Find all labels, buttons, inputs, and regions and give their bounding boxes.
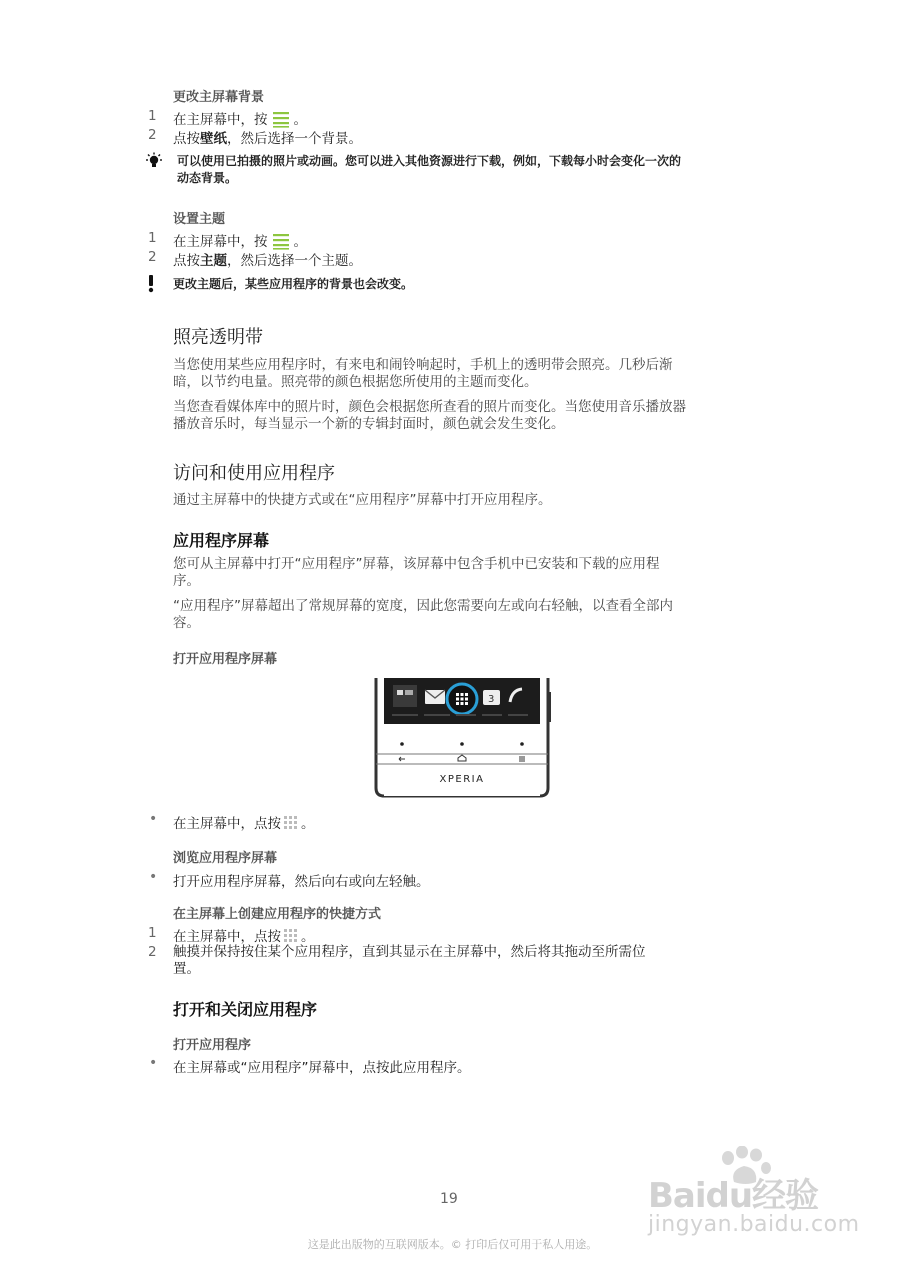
- step-text-line: 触摸并保持按住某个应用程序，直到其显示在主屏幕中，然后将其拖动至所需位: [173, 944, 646, 960]
- procedure-title: 浏览应用程序屏幕: [173, 851, 278, 866]
- bullet-icon: •: [149, 811, 158, 827]
- bullet-text: [173, 812, 315, 832]
- step-text: [173, 230, 307, 250]
- step-number: 2: [148, 127, 157, 143]
- paragraph: 通过主屏幕中的快捷方式或在“应用程序”屏幕中打开应用程序。: [173, 492, 552, 508]
- paragraph: [173, 399, 753, 433]
- menu-icon: [271, 232, 291, 250]
- step-text-part: 在主屏幕中，点按: [173, 929, 281, 945]
- paragraph-line: 当您使用某些应用程序时，有来电和闹铃响起时，手机上的透明带会照亮。几秒后渐: [173, 357, 673, 373]
- paragraph: [173, 357, 753, 391]
- step-text-part: 。: [301, 929, 315, 945]
- application-grid-icon: [284, 816, 298, 830]
- step-text: [173, 944, 646, 978]
- step-text: [173, 249, 362, 269]
- warning-exclamation-icon: [147, 274, 155, 294]
- step-text-part: 。: [293, 112, 307, 128]
- step-text-part: 点按: [173, 253, 200, 269]
- phone-illustration: [370, 676, 554, 800]
- bullet-text-part: 在主屏幕中，点按: [173, 816, 281, 832]
- warning-note: 更改主题后，某些应用程序的背景也会改变。: [173, 277, 414, 291]
- application-grid-icon: [284, 929, 298, 943]
- paragraph-line: 序。: [173, 573, 200, 589]
- step-text-part: ，然后选择一个主题。: [227, 253, 362, 269]
- step-number: 1: [148, 108, 157, 124]
- procedure-title: 更改主屏幕背景: [173, 90, 265, 105]
- bullet-text-part: 。: [301, 816, 315, 832]
- subsection-heading: 应用程序屏幕: [173, 531, 270, 550]
- paragraph: [173, 556, 753, 590]
- step-number: 1: [148, 230, 157, 246]
- step-text: [173, 127, 362, 147]
- phone-brand-label: XPERIA: [439, 774, 485, 785]
- paragraph: [173, 598, 753, 632]
- tip-note: [177, 153, 681, 187]
- step-text-part: 。: [293, 234, 307, 250]
- watermark-brand: Baidu经验: [648, 1176, 819, 1216]
- bullet-text: 打开应用程序屏幕，然后向右或向左轻触。: [173, 874, 430, 890]
- procedure-title: 打开应用程序: [173, 1038, 252, 1053]
- paragraph-line: 容。: [173, 615, 200, 631]
- bullet-text: 在主屏幕或“应用程序”屏幕中，点按此应用程序。: [173, 1060, 471, 1076]
- step-text-part: 点按: [173, 131, 200, 147]
- paragraph-line: 当您查看媒体库中的照片时，颜色会根据您所查看的照片而变化。当您使用音乐播放器: [173, 399, 686, 415]
- bullet-icon: •: [149, 869, 158, 885]
- paragraph-line: 播放音乐时，每当显示一个新的专辑封面时，颜色就会发生变化。: [173, 416, 565, 432]
- section-heading: 照亮透明带: [173, 327, 263, 348]
- step-text: [173, 925, 315, 945]
- paragraph-line: 您可从主屏幕中打开“应用程序”屏幕，该屏幕中包含手机中已安装和下载的应用程: [173, 556, 660, 572]
- tip-line: 动态背景。: [177, 171, 238, 185]
- step-number: 1: [148, 925, 157, 941]
- procedure-title: 设置主题: [173, 212, 226, 227]
- ui-term: 壁纸: [200, 131, 227, 147]
- section-heading: 访问和使用应用程序: [173, 463, 335, 484]
- tip-lightbulb-icon: [144, 152, 164, 172]
- step-text-line: 置。: [173, 961, 200, 977]
- step-text-part: ，然后选择一个背景。: [227, 131, 362, 147]
- step-number: 2: [148, 944, 157, 960]
- subsection-heading: 打开和关闭应用程序: [173, 1000, 318, 1019]
- page-number: 19: [440, 1191, 458, 1207]
- svg-text:3: 3: [488, 694, 495, 705]
- menu-icon: [271, 110, 291, 128]
- paragraph-line: 暗，以节约电量。照亮带的颜色根据您所使用的主题而变化。: [173, 374, 538, 390]
- step-text: [173, 108, 307, 128]
- step-number: 2: [148, 249, 157, 265]
- procedure-title: 在主屏幕上创建应用程序的快捷方式: [173, 907, 382, 922]
- paragraph-line: “应用程序”屏幕超出了常规屏幕的宽度，因此您需要向左或向右轻触，以查看全部内: [173, 598, 673, 614]
- procedure-title: 打开应用程序屏幕: [173, 652, 278, 667]
- watermark-url: jingyan.baidu.com: [648, 1212, 860, 1237]
- bullet-icon: •: [149, 1055, 158, 1071]
- step-text-part: 在主屏幕中，按: [173, 112, 268, 128]
- step-text-part: 在主屏幕中，按: [173, 234, 268, 250]
- footer-disclaimer: 这是此出版物的互联网版本。© 打印后仅可用于私人用途。: [307, 1238, 598, 1251]
- ui-term: 主题: [200, 253, 227, 269]
- tip-line: 可以使用已拍摄的照片或动画。您可以进入其他资源进行下载，例如，下载每小时会变化一次的: [177, 154, 682, 168]
